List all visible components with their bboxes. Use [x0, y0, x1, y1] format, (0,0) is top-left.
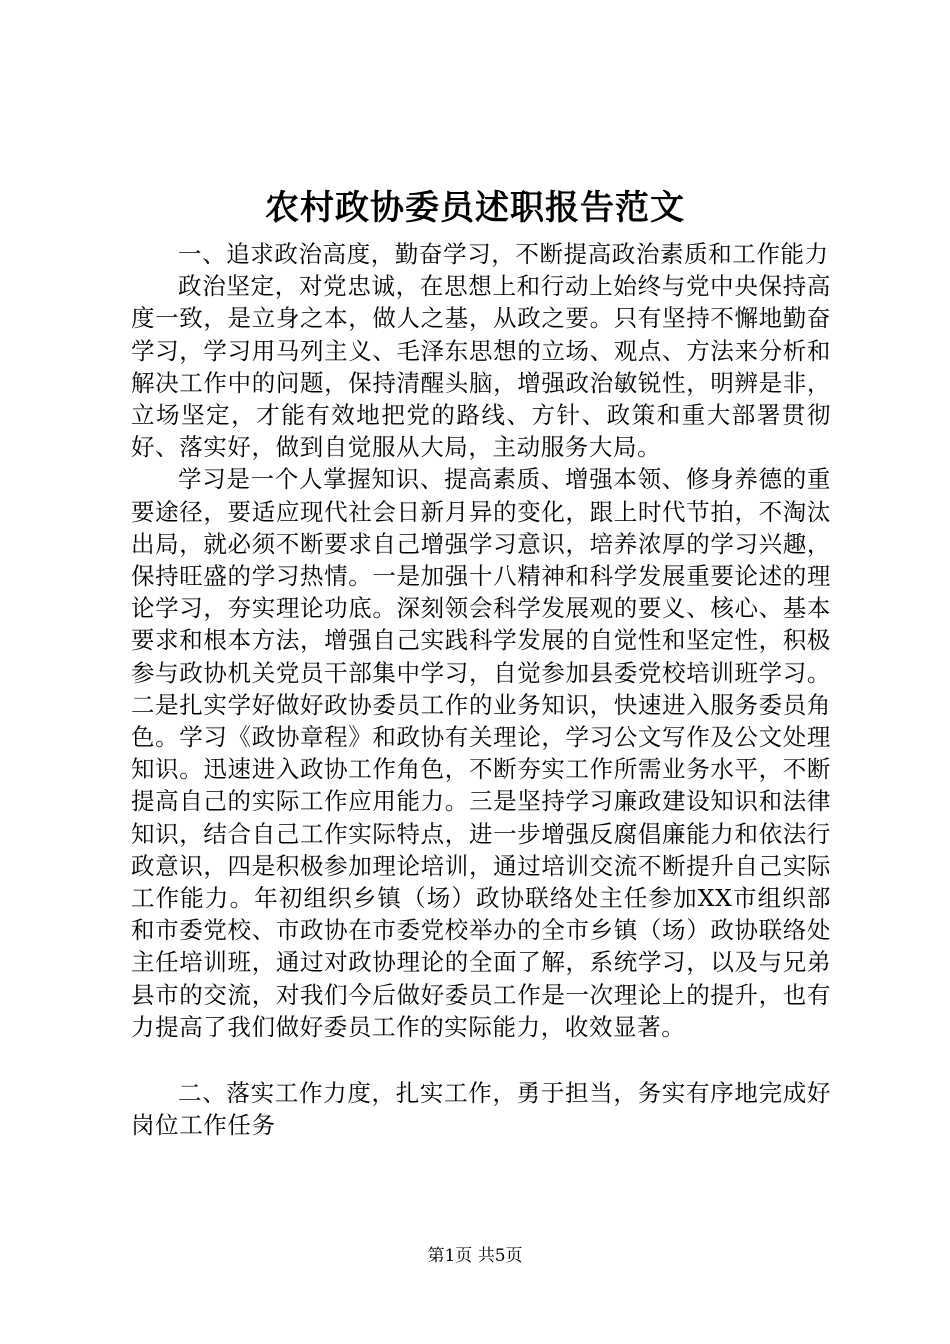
section-heading-2: 二、落实工作力度，扎实工作，勇于担当，务实有序地完成好岗位工作任务: [131, 1079, 831, 1140]
section-heading-1: 一、追求政治高度，勤奋学习，不断提高政治素质和工作能力: [178, 240, 829, 268]
page-footer: 第1页 共5页: [427, 1246, 523, 1266]
document-title: 农村政协委员述职报告范文: [265, 188, 685, 228]
body-paragraph-2: 学习是一个人掌握知识、提高素质、增强本领、修身养德的重要途径，要适应现代社会日新月异的变化，跟上时代节拍，不淘汰出局，就必须不断要求自己增强学习意识，培养浓厚的学习兴趣，保持旺盛的学习热情。一是加强十八精神和科学发展重要论述的理论学习，夯实理论功底。深刻领会科学发展观的要义、核心、基本要求和根本方法，增强自己实践科学发展的自觉性和坚定性，积极参与政协机关党员干部集中学习，自觉参加县委党校培训班学习。二是扎实学好做好政协委员工作的业务知识，快速进入服务委员角色。学习《政协章程》和政协有关理论，学习公文写作及公文处理知识。迅速进入政协工作角色，不断夯实工作所需业务水平，不断提高自己的实际工作应用能力。三是坚持学习廉政建设知识和法律知识，结合自己工作实际特点，进一步增强反腐倡廉能力和依法行政意识，四是积极参加理论培训，通过培训交流不断提升自己实际工作能力。年初组织乡镇（场）政协联络处主任参加XX市组织部和市委党校、市政协在市委党校举办的全市乡镇（场）政协联络处主任培训班，通过对政协理论的全面了解，系统学习，以及与兄弟县市的交流，对我们今后做好委员工作是一次理论上的提升，也有力提高了我们做好委员工作的实际能力，收效显著。: [131, 465, 831, 1041]
body-paragraph-1: 政治坚定，对党忠诚，在思想上和行动上始终与党中央保持高度一致，是立身之本，做人之基，从政之要。只有坚持不懈地勤奋学习，学习用马列主义、毛泽东思想的立场、观点、方法来分析和解决工作中的问题，保持清醒头脑，增强政治敏锐性，明辨是非，立场坚定，才能有效地把党的路线、方针、政策和重大部署贯彻好、落实好，做到自觉服从大局，主动服务大局。: [131, 272, 831, 462]
paragraph-spacer: [131, 1043, 831, 1077]
document-body: [131, 238, 831, 1141]
